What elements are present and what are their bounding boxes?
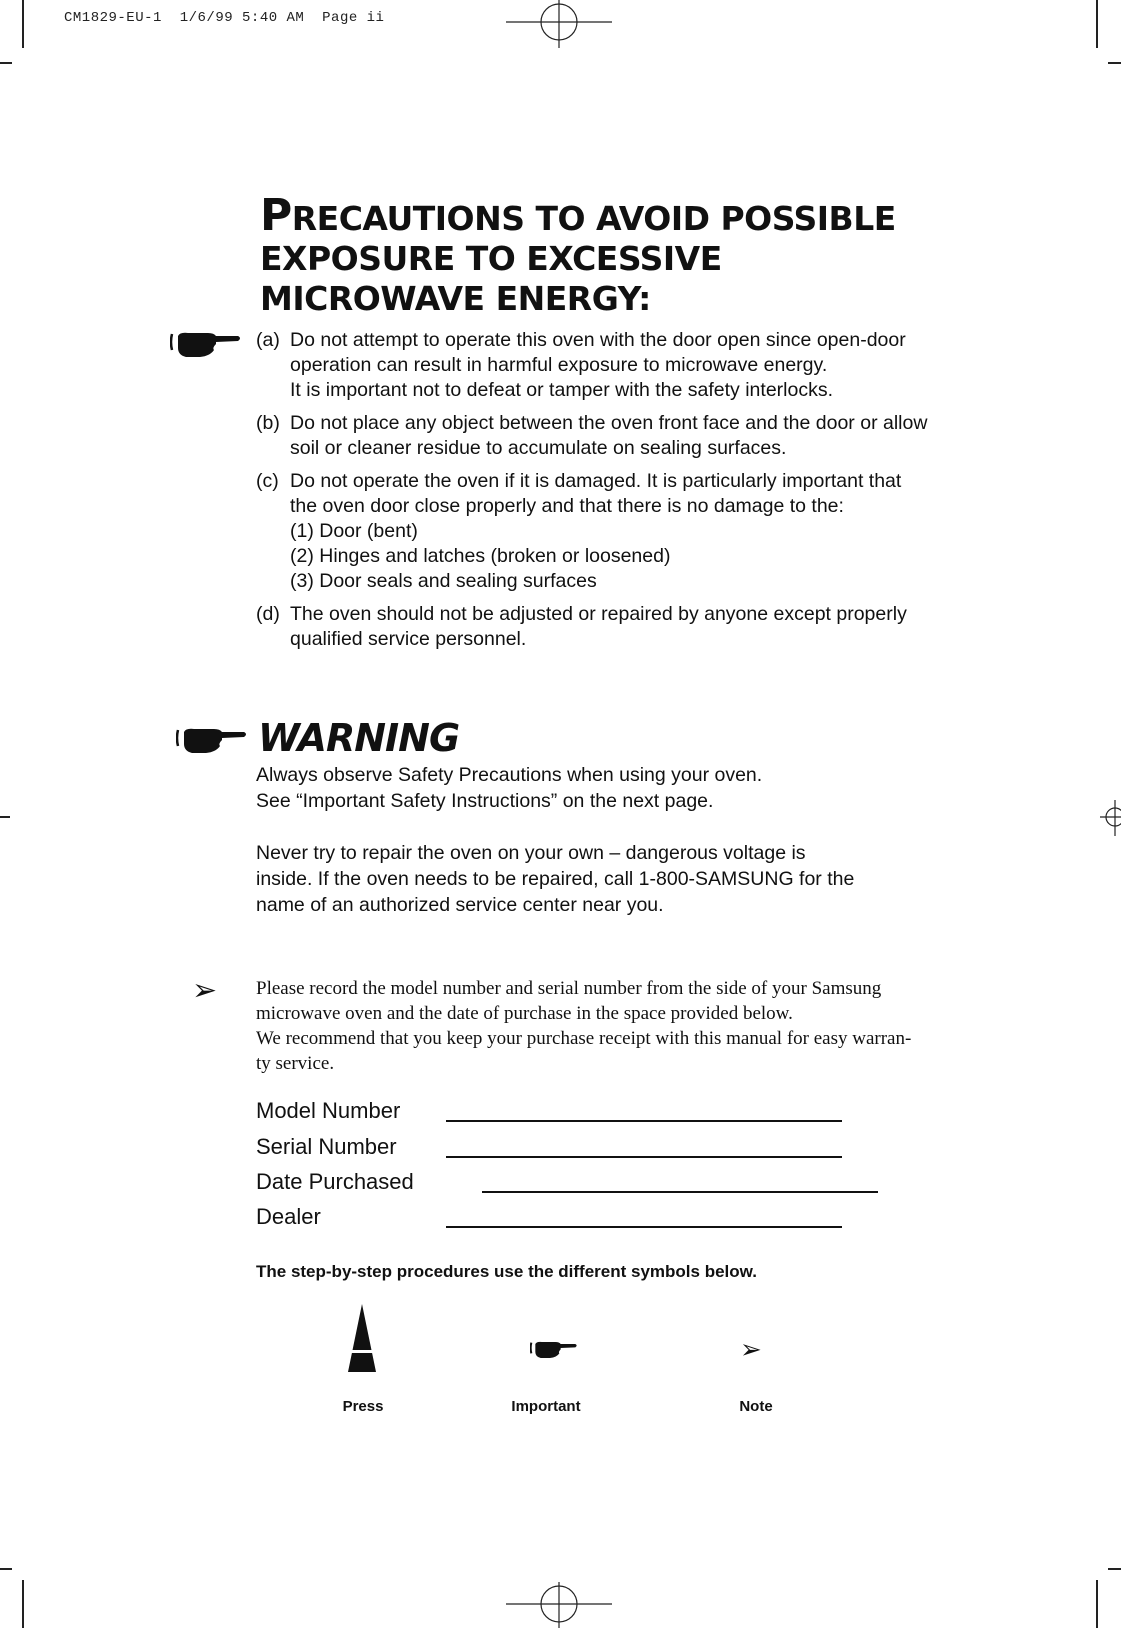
model-number-label: Model Number	[256, 1098, 401, 1123]
warning-text: Always observe Safety Precautions when using your oven. See “Important Safety Instructions” on the next page. Never try to repair the oven on your own – dangerous voltage is inside. If the oven needs to be repaired, call 1-800-SAMSUNG for the name of an authorized service center near you.	[256, 764, 855, 916]
important-label: Important	[511, 1398, 581, 1415]
dealer-line[interactable]	[446, 1226, 842, 1228]
warning-heading: WARNING	[258, 716, 460, 760]
note-symbol-icon: ➢	[740, 1334, 762, 1364]
date-purchased-line[interactable]	[482, 1191, 878, 1193]
warning-hand-icon	[176, 724, 248, 758]
registration-target-bottom	[506, 1582, 612, 1628]
precaution-b: (b) Do not place any object between the oven front face and the door or allow soil or cleaner residue to accumulate on sealing surfaces.	[256, 412, 928, 459]
note-arrow-icon: ➢	[192, 974, 218, 1007]
note-label: Note	[739, 1398, 773, 1415]
note-text: Please record the model number and serial number from the side of your Samsung microwave oven and the date of purchase in the space provided below. We recommend that you keep your purchase receipt with this manual for easy warran- ty service.	[256, 978, 912, 1074]
date-purchased-label: Date Purchased	[256, 1169, 414, 1194]
important-symbol-icon	[530, 1338, 578, 1362]
registration-target-top	[506, 0, 612, 50]
registration-target-right	[1100, 800, 1121, 836]
page-title: PRECAUTIONS TO AVOID POSSIBLE EXPOSURE TO EXCESSIVE MICROWAVE ENERGY:	[260, 190, 896, 318]
serial-number-label: Serial Number	[256, 1134, 397, 1159]
precautions-list	[256, 328, 1016, 660]
precaution-c: (c) Do not operate the oven if it is damaged. It is particularly important that the oven door close properly and that there is no damage to the: (1) Door (bent) (2) Hinges and latches (broken or loosened) (3) Door seals and sealing surfaces	[256, 470, 902, 592]
press-label: Press	[342, 1398, 384, 1415]
symbols-caption: The step-by-step procedures use the different symbols below.	[256, 1262, 757, 1281]
dealer-label: Dealer	[256, 1204, 321, 1229]
model-number-line[interactable]	[446, 1120, 842, 1122]
print-slug: CM1829-EU-1 1/6/99 5:40 AM Page ii	[64, 10, 385, 26]
serial-number-line[interactable]	[446, 1156, 842, 1158]
precaution-d: (d) The oven should not be adjusted or repaired by anyone except properly qualified service personnel.	[256, 603, 907, 650]
pointing-hand-icon	[170, 328, 242, 362]
press-symbol-icon	[346, 1304, 378, 1372]
precaution-a: (a) Do not attempt to operate this oven with the door open since open-door operation can result in harmful exposure to microwave energy. It is important not to defeat or tamper with the safety interlocks.	[256, 329, 906, 401]
